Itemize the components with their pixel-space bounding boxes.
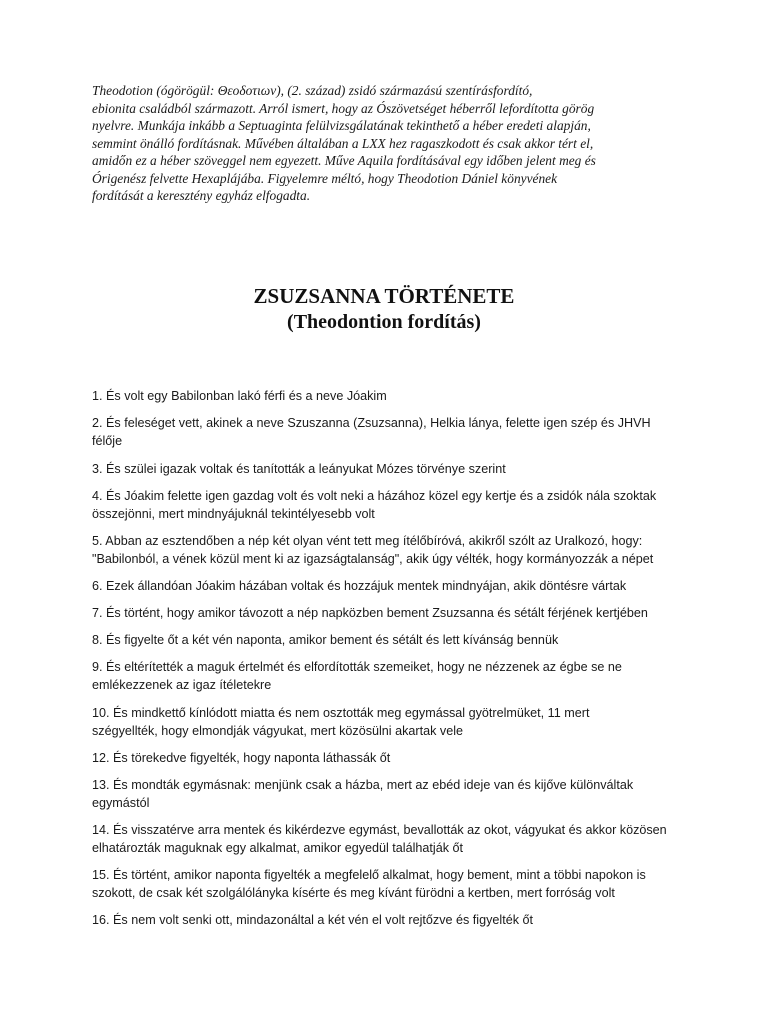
verse-item — [92, 631, 692, 649]
verse-line: 15. És történt, amikor naponta figyelték a megfelelő alkalmat, hogy bement, mint a többi napokon is — [92, 868, 646, 882]
verse-line: 7. És történt, hogy amikor távozott a nép napközben bement Zsuzsanna és sétált férjének kertjében — [92, 606, 648, 620]
intro-line: nyelvre. Munkája inkább a Septuaginta felülvizsgálatának tekinthető a héber eredeti alapján, — [92, 118, 591, 133]
verse-item — [92, 487, 692, 523]
verse-item — [92, 658, 692, 694]
verse-line: elhatározták maguknak egy alkalmat, amikor egyedül találhatják őt — [92, 841, 464, 855]
intro-line: fordítását a keresztény egyház elfogadta. — [92, 188, 311, 203]
verse-item — [92, 604, 692, 622]
verse-line: 3. És szülei igazak voltak és tanították a leányukat Mózes törvénye szerint — [92, 462, 506, 476]
verse-item — [92, 776, 692, 812]
intro-line: amidőn ez a héber szöveggel nem egyezett. Műve Aquila fordításával egy időben jelent meg és — [92, 153, 596, 168]
intro-paragraph — [92, 82, 692, 205]
intro-line: ebionita családból származott. Arról ismert, hogy az Ószövetséget héberről lefordította görög — [92, 100, 595, 116]
verse-line: egymástól — [92, 796, 150, 810]
verse-item — [92, 866, 692, 902]
verse-line: 16. És nem volt senki ott, mindazonáltal a két vén el volt rejtőzve és figyelték őt — [92, 913, 534, 927]
verse-line: 2. És feleséget vett, akinek a neve Szuszanna (Zsuzsanna), Helkia lánya, felette igen szép és JHVH — [92, 416, 651, 430]
intro-line: semmint önálló fordításnak. Művében általában a LXX hez ragaszkodott és csak akkor tért el, — [92, 135, 594, 151]
verse-item — [92, 911, 692, 929]
verse-line: emlékezzenek az igaz ítéletekre — [92, 678, 272, 692]
verse-item — [92, 704, 692, 740]
verse-line: 13. És mondták egymásnak: menjünk csak a házba, mert az ebéd ideje van és kijőve különváltak — [92, 778, 634, 792]
verse-line: 10. És mindkettő kínlódott miatta és nem osztották meg egymással gyötrelmüket, 11 mert — [92, 706, 590, 720]
verse-item — [92, 749, 692, 767]
verse-line: 12. És törekedve figyelték, hogy naponta láthassák őt — [92, 751, 391, 765]
verse-line: 14. És visszatérve arra mentek és kikérdezve egymást, bevallották az okot, vágyukat és akkor közösen — [92, 823, 667, 837]
verse-item — [92, 460, 692, 478]
verse-line: 1. És volt egy Babilonban lakó férfi és a neve Jóakim — [92, 389, 387, 403]
verse-item — [92, 414, 692, 450]
document-subtitle: (Theodontion fordítás) — [287, 311, 481, 333]
verse-line: félője — [92, 434, 123, 448]
intro-line: Órigenész felvette Hexaplájába. Figyelemre méltó, hogy Theodotion Dániel könyvének — [92, 170, 558, 186]
intro-line: Theodotion (ógörögül: Θεοδοτιων), (2. század) zsidó származású szentírásfordító, — [92, 83, 533, 98]
verse-item — [92, 387, 692, 405]
verse-line: szokott, de csak két szolgálólányka kísérte és meg kívánt fürödni a kertben, mert forróság volt — [92, 886, 615, 900]
verse-line: 4. És Jóakim felette igen gazdag volt és volt neki a házához közel egy kertje és a zsidók nála szoktak — [92, 489, 657, 503]
heading — [0, 283, 768, 335]
verse-line: 9. És eltérítették a maguk értelmét és elfordították szemeiket, hogy ne nézzenek az égbe se ne — [92, 660, 622, 674]
verse-line: "Babilonból, a vének közül ment ki az igazságtalanság", akik úgy vélték, hogy kormányozzák a népet — [92, 552, 654, 566]
verse-line: 6. Ezek állandóan Jóakim házában voltak és hozzájuk mentek mindnyájan, akik döntésre vártak — [92, 579, 627, 593]
verse-line: 8. És figyelte őt a két vén naponta, amikor bement és sétált és lett kívánság bennük — [92, 633, 559, 647]
verse-line: 5. Abban az esztendőben a nép két olyan vént tett meg ítélőbíróvá, akikről szólt az Uralkozó, hogy: — [92, 534, 643, 548]
verse-line: szégyellték, hogy elmondják vágyukat, mert közösülni akartak vele — [92, 724, 463, 738]
verse-item — [92, 821, 692, 857]
verse-item — [92, 577, 692, 595]
verse-line: összejönni, mert mindnyájuknál tekintélyesebb volt — [92, 507, 375, 521]
verse-item — [92, 532, 692, 568]
document-title: ZSUZSANNA TÖRTÉNETE — [253, 284, 515, 308]
